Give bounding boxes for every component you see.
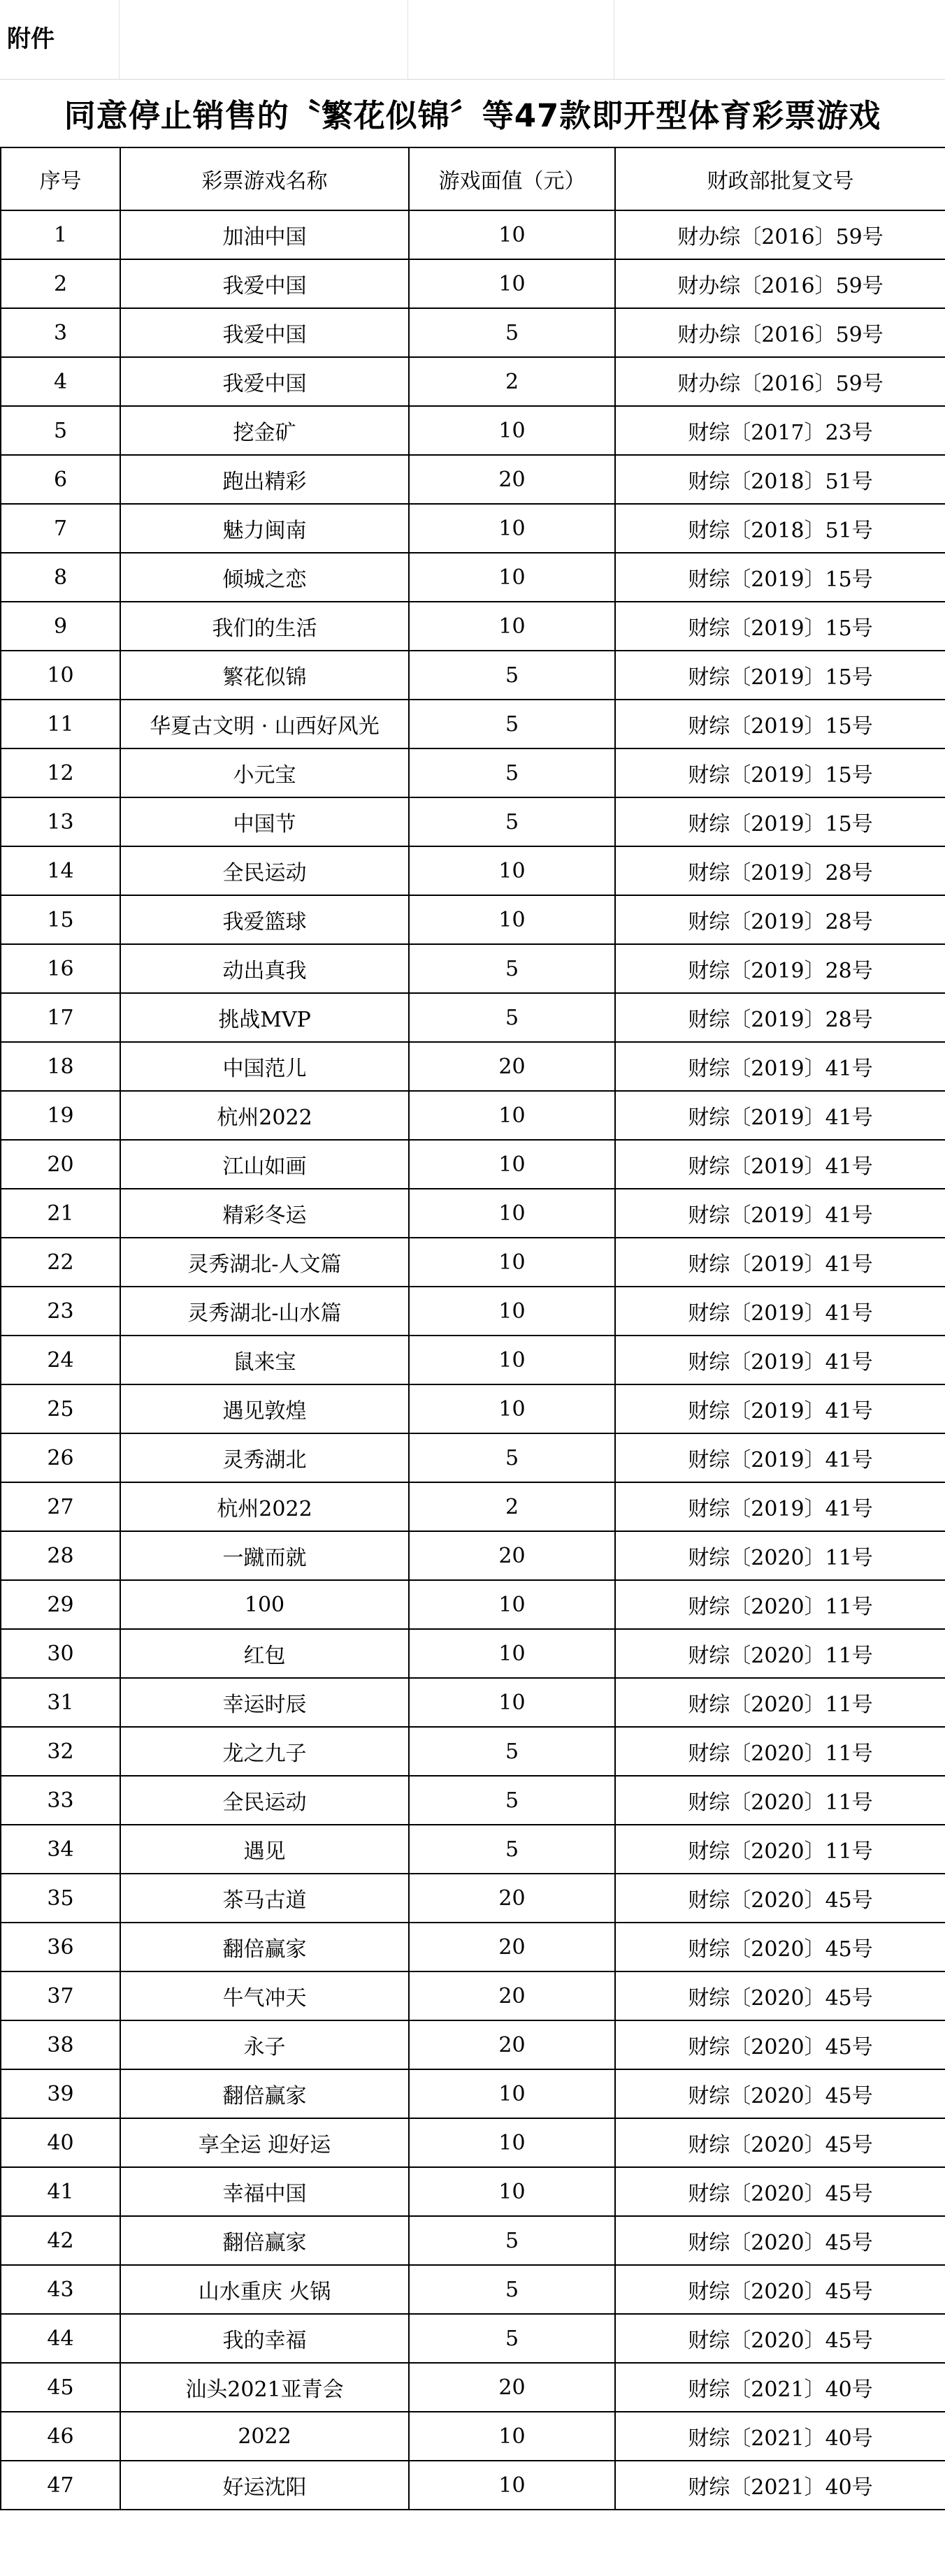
header-face-value: 游戏面值（元） bbox=[409, 147, 615, 210]
table-row bbox=[1, 1238, 945, 1287]
cell-approval-number: 财综〔2020〕11号 bbox=[615, 1580, 945, 1629]
header-index: 序号 bbox=[1, 147, 120, 210]
table-row bbox=[1, 2020, 945, 2069]
attachment-label: 附件 bbox=[0, 0, 120, 79]
table-row bbox=[1, 846, 945, 895]
table-row bbox=[1, 1776, 945, 1825]
cell-game-name: 中国节 bbox=[120, 797, 409, 846]
cell-index: 27 bbox=[1, 1482, 120, 1531]
cell-approval-number: 财综〔2019〕41号 bbox=[615, 1091, 945, 1140]
cell-approval-number: 财综〔2020〕45号 bbox=[615, 1874, 945, 1923]
cell-face-value: 10 bbox=[409, 2412, 615, 2461]
cell-approval-number: 财综〔2020〕45号 bbox=[615, 2265, 945, 2314]
cell-game-name: 全民运动 bbox=[120, 1776, 409, 1825]
table-row bbox=[1, 651, 945, 700]
cell-approval-number: 财综〔2018〕51号 bbox=[615, 455, 945, 504]
cell-index: 4 bbox=[1, 357, 120, 406]
cell-game-name: 幸运时辰 bbox=[120, 1678, 409, 1727]
table-row bbox=[1, 2265, 945, 2314]
cell-face-value: 5 bbox=[409, 944, 615, 993]
cell-index: 40 bbox=[1, 2118, 120, 2167]
cell-approval-number: 财综〔2019〕15号 bbox=[615, 797, 945, 846]
table-row bbox=[1, 602, 945, 651]
cell-index: 33 bbox=[1, 1776, 120, 1825]
cell-face-value: 10 bbox=[409, 1678, 615, 1727]
cell-approval-number: 财办综〔2016〕59号 bbox=[615, 259, 945, 308]
cell-face-value: 5 bbox=[409, 993, 615, 1042]
table-row bbox=[1, 2069, 945, 2118]
cell-index: 1 bbox=[1, 210, 120, 259]
cell-face-value: 10 bbox=[409, 1629, 615, 1678]
cell-index: 8 bbox=[1, 553, 120, 602]
cell-index: 6 bbox=[1, 455, 120, 504]
cell-face-value: 10 bbox=[409, 2118, 615, 2167]
cell-approval-number: 财综〔2019〕41号 bbox=[615, 1140, 945, 1189]
cell-face-value: 10 bbox=[409, 1091, 615, 1140]
cell-game-name: 好运沈阳 bbox=[120, 2461, 409, 2510]
lottery-games-table bbox=[0, 147, 945, 2510]
cell-approval-number: 财综〔2021〕40号 bbox=[615, 2363, 945, 2412]
cell-face-value: 10 bbox=[409, 2069, 615, 2118]
cell-face-value: 5 bbox=[409, 1433, 615, 1482]
cell-approval-number: 财综〔2019〕15号 bbox=[615, 651, 945, 700]
cell-index: 14 bbox=[1, 846, 120, 895]
cell-index: 43 bbox=[1, 2265, 120, 2314]
cell-approval-number: 财办综〔2016〕59号 bbox=[615, 308, 945, 357]
cell-index: 19 bbox=[1, 1091, 120, 1140]
table-header-row bbox=[1, 147, 945, 210]
cell-approval-number: 财综〔2020〕45号 bbox=[615, 2069, 945, 2118]
table-row bbox=[1, 993, 945, 1042]
empty-cell bbox=[408, 0, 614, 79]
table-row bbox=[1, 308, 945, 357]
table-row bbox=[1, 1629, 945, 1678]
cell-game-name: 幸福中国 bbox=[120, 2167, 409, 2216]
table-row bbox=[1, 2118, 945, 2167]
cell-game-name: 享全运 迎好运 bbox=[120, 2118, 409, 2167]
cell-face-value: 2 bbox=[409, 1482, 615, 1531]
cell-game-name: 翻倍赢家 bbox=[120, 2216, 409, 2265]
cell-index: 12 bbox=[1, 748, 120, 797]
cell-game-name: 跑出精彩 bbox=[120, 455, 409, 504]
cell-approval-number: 财综〔2019〕41号 bbox=[615, 1433, 945, 1482]
cell-face-value: 5 bbox=[409, 797, 615, 846]
cell-face-value: 2 bbox=[409, 357, 615, 406]
cell-face-value: 10 bbox=[409, 1140, 615, 1189]
cell-game-name: 精彩冬运 bbox=[120, 1189, 409, 1238]
document-title: 同意停止销售的〝繁花似锦〞等47款即开型体育彩票游戏 bbox=[64, 97, 881, 134]
cell-game-name: 倾城之恋 bbox=[120, 553, 409, 602]
cell-game-name: 江山如画 bbox=[120, 1140, 409, 1189]
cell-index: 18 bbox=[1, 1042, 120, 1091]
cell-index: 15 bbox=[1, 895, 120, 944]
cell-approval-number: 财综〔2018〕51号 bbox=[615, 504, 945, 553]
table-row bbox=[1, 1678, 945, 1727]
cell-index: 44 bbox=[1, 2314, 120, 2363]
cell-game-name: 遇见敦煌 bbox=[120, 1384, 409, 1433]
cell-index: 29 bbox=[1, 1580, 120, 1629]
cell-game-name: 灵秀湖北 bbox=[120, 1433, 409, 1482]
cell-approval-number: 财综〔2020〕45号 bbox=[615, 2118, 945, 2167]
empty-cell bbox=[120, 0, 408, 79]
cell-game-name: 我爱中国 bbox=[120, 259, 409, 308]
cell-approval-number: 财综〔2020〕45号 bbox=[615, 2314, 945, 2363]
cell-approval-number: 财综〔2020〕11号 bbox=[615, 1629, 945, 1678]
cell-game-name: 灵秀湖北-山水篇 bbox=[120, 1287, 409, 1336]
cell-approval-number: 财办综〔2016〕59号 bbox=[615, 357, 945, 406]
cell-approval-number: 财办综〔2016〕59号 bbox=[615, 210, 945, 259]
cell-approval-number: 财综〔2020〕11号 bbox=[615, 1776, 945, 1825]
cell-index: 25 bbox=[1, 1384, 120, 1433]
cell-game-name: 我爱篮球 bbox=[120, 895, 409, 944]
cell-game-name: 挑战MVP bbox=[120, 993, 409, 1042]
cell-face-value: 20 bbox=[409, 455, 615, 504]
cell-index: 34 bbox=[1, 1825, 120, 1874]
cell-face-value: 20 bbox=[409, 1874, 615, 1923]
cell-face-value: 10 bbox=[409, 2167, 615, 2216]
cell-game-name: 小元宝 bbox=[120, 748, 409, 797]
cell-index: 16 bbox=[1, 944, 120, 993]
cell-approval-number: 财综〔2021〕40号 bbox=[615, 2461, 945, 2510]
cell-game-name: 山水重庆 火锅 bbox=[120, 2265, 409, 2314]
cell-face-value: 10 bbox=[409, 504, 615, 553]
cell-approval-number: 财综〔2019〕41号 bbox=[615, 1189, 945, 1238]
cell-approval-number: 财综〔2019〕28号 bbox=[615, 944, 945, 993]
cell-approval-number: 财综〔2019〕28号 bbox=[615, 993, 945, 1042]
cell-game-name: 龙之九子 bbox=[120, 1727, 409, 1776]
table-row bbox=[1, 1531, 945, 1580]
table-row bbox=[1, 1580, 945, 1629]
cell-approval-number: 财综〔2020〕11号 bbox=[615, 1678, 945, 1727]
cell-approval-number: 财综〔2017〕23号 bbox=[615, 406, 945, 455]
cell-approval-number: 财综〔2019〕28号 bbox=[615, 895, 945, 944]
cell-face-value: 10 bbox=[409, 406, 615, 455]
cell-index: 11 bbox=[1, 700, 120, 748]
cell-index: 38 bbox=[1, 2020, 120, 2069]
table-row bbox=[1, 1825, 945, 1874]
cell-game-name: 我们的生活 bbox=[120, 602, 409, 651]
cell-index: 10 bbox=[1, 651, 120, 700]
table-row bbox=[1, 2216, 945, 2265]
cell-approval-number: 财综〔2019〕41号 bbox=[615, 1384, 945, 1433]
cell-game-name: 杭州2022 bbox=[120, 1482, 409, 1531]
table-row bbox=[1, 2167, 945, 2216]
cell-approval-number: 财综〔2021〕40号 bbox=[615, 2412, 945, 2461]
table-row bbox=[1, 1971, 945, 2020]
cell-face-value: 5 bbox=[409, 651, 615, 700]
cell-face-value: 10 bbox=[409, 1189, 615, 1238]
cell-index: 13 bbox=[1, 797, 120, 846]
cell-approval-number: 财综〔2019〕41号 bbox=[615, 1042, 945, 1091]
cell-face-value: 10 bbox=[409, 2461, 615, 2510]
cell-face-value: 10 bbox=[409, 602, 615, 651]
table-row bbox=[1, 406, 945, 455]
cell-game-name: 汕头2021亚青会 bbox=[120, 2363, 409, 2412]
cell-index: 21 bbox=[1, 1189, 120, 1238]
cell-face-value: 20 bbox=[409, 2363, 615, 2412]
cell-game-name: 牛气冲天 bbox=[120, 1971, 409, 2020]
attachment-row bbox=[0, 0, 945, 80]
table-row bbox=[1, 2461, 945, 2510]
table-row bbox=[1, 748, 945, 797]
cell-game-name: 我的幸福 bbox=[120, 2314, 409, 2363]
cell-index: 2 bbox=[1, 259, 120, 308]
cell-face-value: 5 bbox=[409, 1776, 615, 1825]
cell-face-value: 10 bbox=[409, 895, 615, 944]
cell-approval-number: 财综〔2019〕15号 bbox=[615, 553, 945, 602]
cell-face-value: 5 bbox=[409, 308, 615, 357]
cell-index: 36 bbox=[1, 1923, 120, 1971]
cell-index: 22 bbox=[1, 1238, 120, 1287]
cell-index: 32 bbox=[1, 1727, 120, 1776]
table-row bbox=[1, 210, 945, 259]
table-row bbox=[1, 1384, 945, 1433]
cell-face-value: 5 bbox=[409, 2314, 615, 2363]
cell-face-value: 20 bbox=[409, 1531, 615, 1580]
cell-index: 17 bbox=[1, 993, 120, 1042]
cell-approval-number: 财综〔2020〕45号 bbox=[615, 2167, 945, 2216]
table-row bbox=[1, 1482, 945, 1531]
cell-face-value: 10 bbox=[409, 1336, 615, 1384]
cell-face-value: 20 bbox=[409, 2020, 615, 2069]
cell-game-name: 鼠来宝 bbox=[120, 1336, 409, 1384]
cell-game-name: 遇见 bbox=[120, 1825, 409, 1874]
cell-game-name: 翻倍赢家 bbox=[120, 2069, 409, 2118]
table-row bbox=[1, 259, 945, 308]
table-row bbox=[1, 1287, 945, 1336]
cell-approval-number: 财综〔2019〕41号 bbox=[615, 1287, 945, 1336]
cell-game-name: 魅力闽南 bbox=[120, 504, 409, 553]
cell-game-name: 红包 bbox=[120, 1629, 409, 1678]
cell-approval-number: 财综〔2020〕11号 bbox=[615, 1825, 945, 1874]
cell-face-value: 5 bbox=[409, 748, 615, 797]
cell-index: 42 bbox=[1, 2216, 120, 2265]
cell-index: 31 bbox=[1, 1678, 120, 1727]
table-row bbox=[1, 1042, 945, 1091]
cell-approval-number: 财综〔2020〕45号 bbox=[615, 1923, 945, 1971]
table-row bbox=[1, 455, 945, 504]
cell-face-value: 10 bbox=[409, 1384, 615, 1433]
cell-face-value: 5 bbox=[409, 700, 615, 748]
cell-index: 5 bbox=[1, 406, 120, 455]
cell-game-name: 一蹴而就 bbox=[120, 1531, 409, 1580]
cell-game-name: 2022 bbox=[120, 2412, 409, 2461]
cell-face-value: 10 bbox=[409, 1238, 615, 1287]
table-row bbox=[1, 1336, 945, 1384]
table-row bbox=[1, 1433, 945, 1482]
cell-game-name: 灵秀湖北-人文篇 bbox=[120, 1238, 409, 1287]
cell-approval-number: 财综〔2019〕41号 bbox=[615, 1336, 945, 1384]
cell-index: 47 bbox=[1, 2461, 120, 2510]
table-row bbox=[1, 357, 945, 406]
cell-game-name: 挖金矿 bbox=[120, 406, 409, 455]
header-approval-number: 财政部批复文号 bbox=[615, 147, 945, 210]
cell-face-value: 10 bbox=[409, 1580, 615, 1629]
table-row bbox=[1, 1091, 945, 1140]
cell-approval-number: 财综〔2020〕45号 bbox=[615, 2020, 945, 2069]
cell-index: 39 bbox=[1, 2069, 120, 2118]
table-row bbox=[1, 2363, 945, 2412]
cell-game-name: 繁花似锦 bbox=[120, 651, 409, 700]
cell-index: 3 bbox=[1, 308, 120, 357]
cell-face-value: 10 bbox=[409, 846, 615, 895]
table-row bbox=[1, 504, 945, 553]
cell-game-name: 加油中国 bbox=[120, 210, 409, 259]
cell-index: 30 bbox=[1, 1629, 120, 1678]
cell-index: 7 bbox=[1, 504, 120, 553]
cell-index: 20 bbox=[1, 1140, 120, 1189]
cell-index: 46 bbox=[1, 2412, 120, 2461]
cell-index: 41 bbox=[1, 2167, 120, 2216]
table-row bbox=[1, 1140, 945, 1189]
table-row bbox=[1, 2314, 945, 2363]
table-row bbox=[1, 895, 945, 944]
cell-game-name: 永子 bbox=[120, 2020, 409, 2069]
table-row bbox=[1, 2412, 945, 2461]
cell-index: 23 bbox=[1, 1287, 120, 1336]
cell-face-value: 20 bbox=[409, 1971, 615, 2020]
cell-approval-number: 财综〔2019〕41号 bbox=[615, 1238, 945, 1287]
cell-game-name: 杭州2022 bbox=[120, 1091, 409, 1140]
table-row bbox=[1, 1727, 945, 1776]
cell-face-value: 10 bbox=[409, 1287, 615, 1336]
cell-face-value: 5 bbox=[409, 2216, 615, 2265]
cell-game-name: 茶马古道 bbox=[120, 1874, 409, 1923]
cell-approval-number: 财综〔2019〕28号 bbox=[615, 846, 945, 895]
cell-game-name: 动出真我 bbox=[120, 944, 409, 993]
table-row bbox=[1, 944, 945, 993]
cell-face-value: 20 bbox=[409, 1923, 615, 1971]
cell-game-name: 100 bbox=[120, 1580, 409, 1629]
cell-game-name: 全民运动 bbox=[120, 846, 409, 895]
cell-approval-number: 财综〔2019〕15号 bbox=[615, 602, 945, 651]
cell-game-name: 我爱中国 bbox=[120, 357, 409, 406]
cell-approval-number: 财综〔2019〕15号 bbox=[615, 700, 945, 748]
cell-index: 9 bbox=[1, 602, 120, 651]
cell-index: 45 bbox=[1, 2363, 120, 2412]
table-row bbox=[1, 553, 945, 602]
cell-index: 28 bbox=[1, 1531, 120, 1580]
cell-face-value: 20 bbox=[409, 1042, 615, 1091]
cell-approval-number: 财综〔2019〕15号 bbox=[615, 748, 945, 797]
cell-game-name: 华夏古文明 · 山西好风光 bbox=[120, 700, 409, 748]
empty-cell bbox=[614, 0, 945, 79]
table-row bbox=[1, 1923, 945, 1971]
table-row bbox=[1, 797, 945, 846]
cell-game-name: 我爱中国 bbox=[120, 308, 409, 357]
cell-face-value: 5 bbox=[409, 1727, 615, 1776]
table-row bbox=[1, 1874, 945, 1923]
cell-face-value: 5 bbox=[409, 2265, 615, 2314]
cell-face-value: 5 bbox=[409, 1825, 615, 1874]
cell-approval-number: 财综〔2020〕11号 bbox=[615, 1727, 945, 1776]
cell-game-name: 翻倍赢家 bbox=[120, 1923, 409, 1971]
cell-face-value: 10 bbox=[409, 553, 615, 602]
cell-face-value: 10 bbox=[409, 210, 615, 259]
cell-game-name: 中国范儿 bbox=[120, 1042, 409, 1091]
cell-approval-number: 财综〔2020〕45号 bbox=[615, 2216, 945, 2265]
table-row bbox=[1, 1189, 945, 1238]
cell-index: 37 bbox=[1, 1971, 120, 2020]
table-row bbox=[1, 700, 945, 748]
header-game-name: 彩票游戏名称 bbox=[120, 147, 409, 210]
cell-index: 26 bbox=[1, 1433, 120, 1482]
cell-index: 35 bbox=[1, 1874, 120, 1923]
cell-approval-number: 财综〔2020〕45号 bbox=[615, 1971, 945, 2020]
cell-approval-number: 财综〔2019〕41号 bbox=[615, 1482, 945, 1531]
cell-index: 24 bbox=[1, 1336, 120, 1384]
cell-face-value: 10 bbox=[409, 259, 615, 308]
cell-approval-number: 财综〔2020〕11号 bbox=[615, 1531, 945, 1580]
